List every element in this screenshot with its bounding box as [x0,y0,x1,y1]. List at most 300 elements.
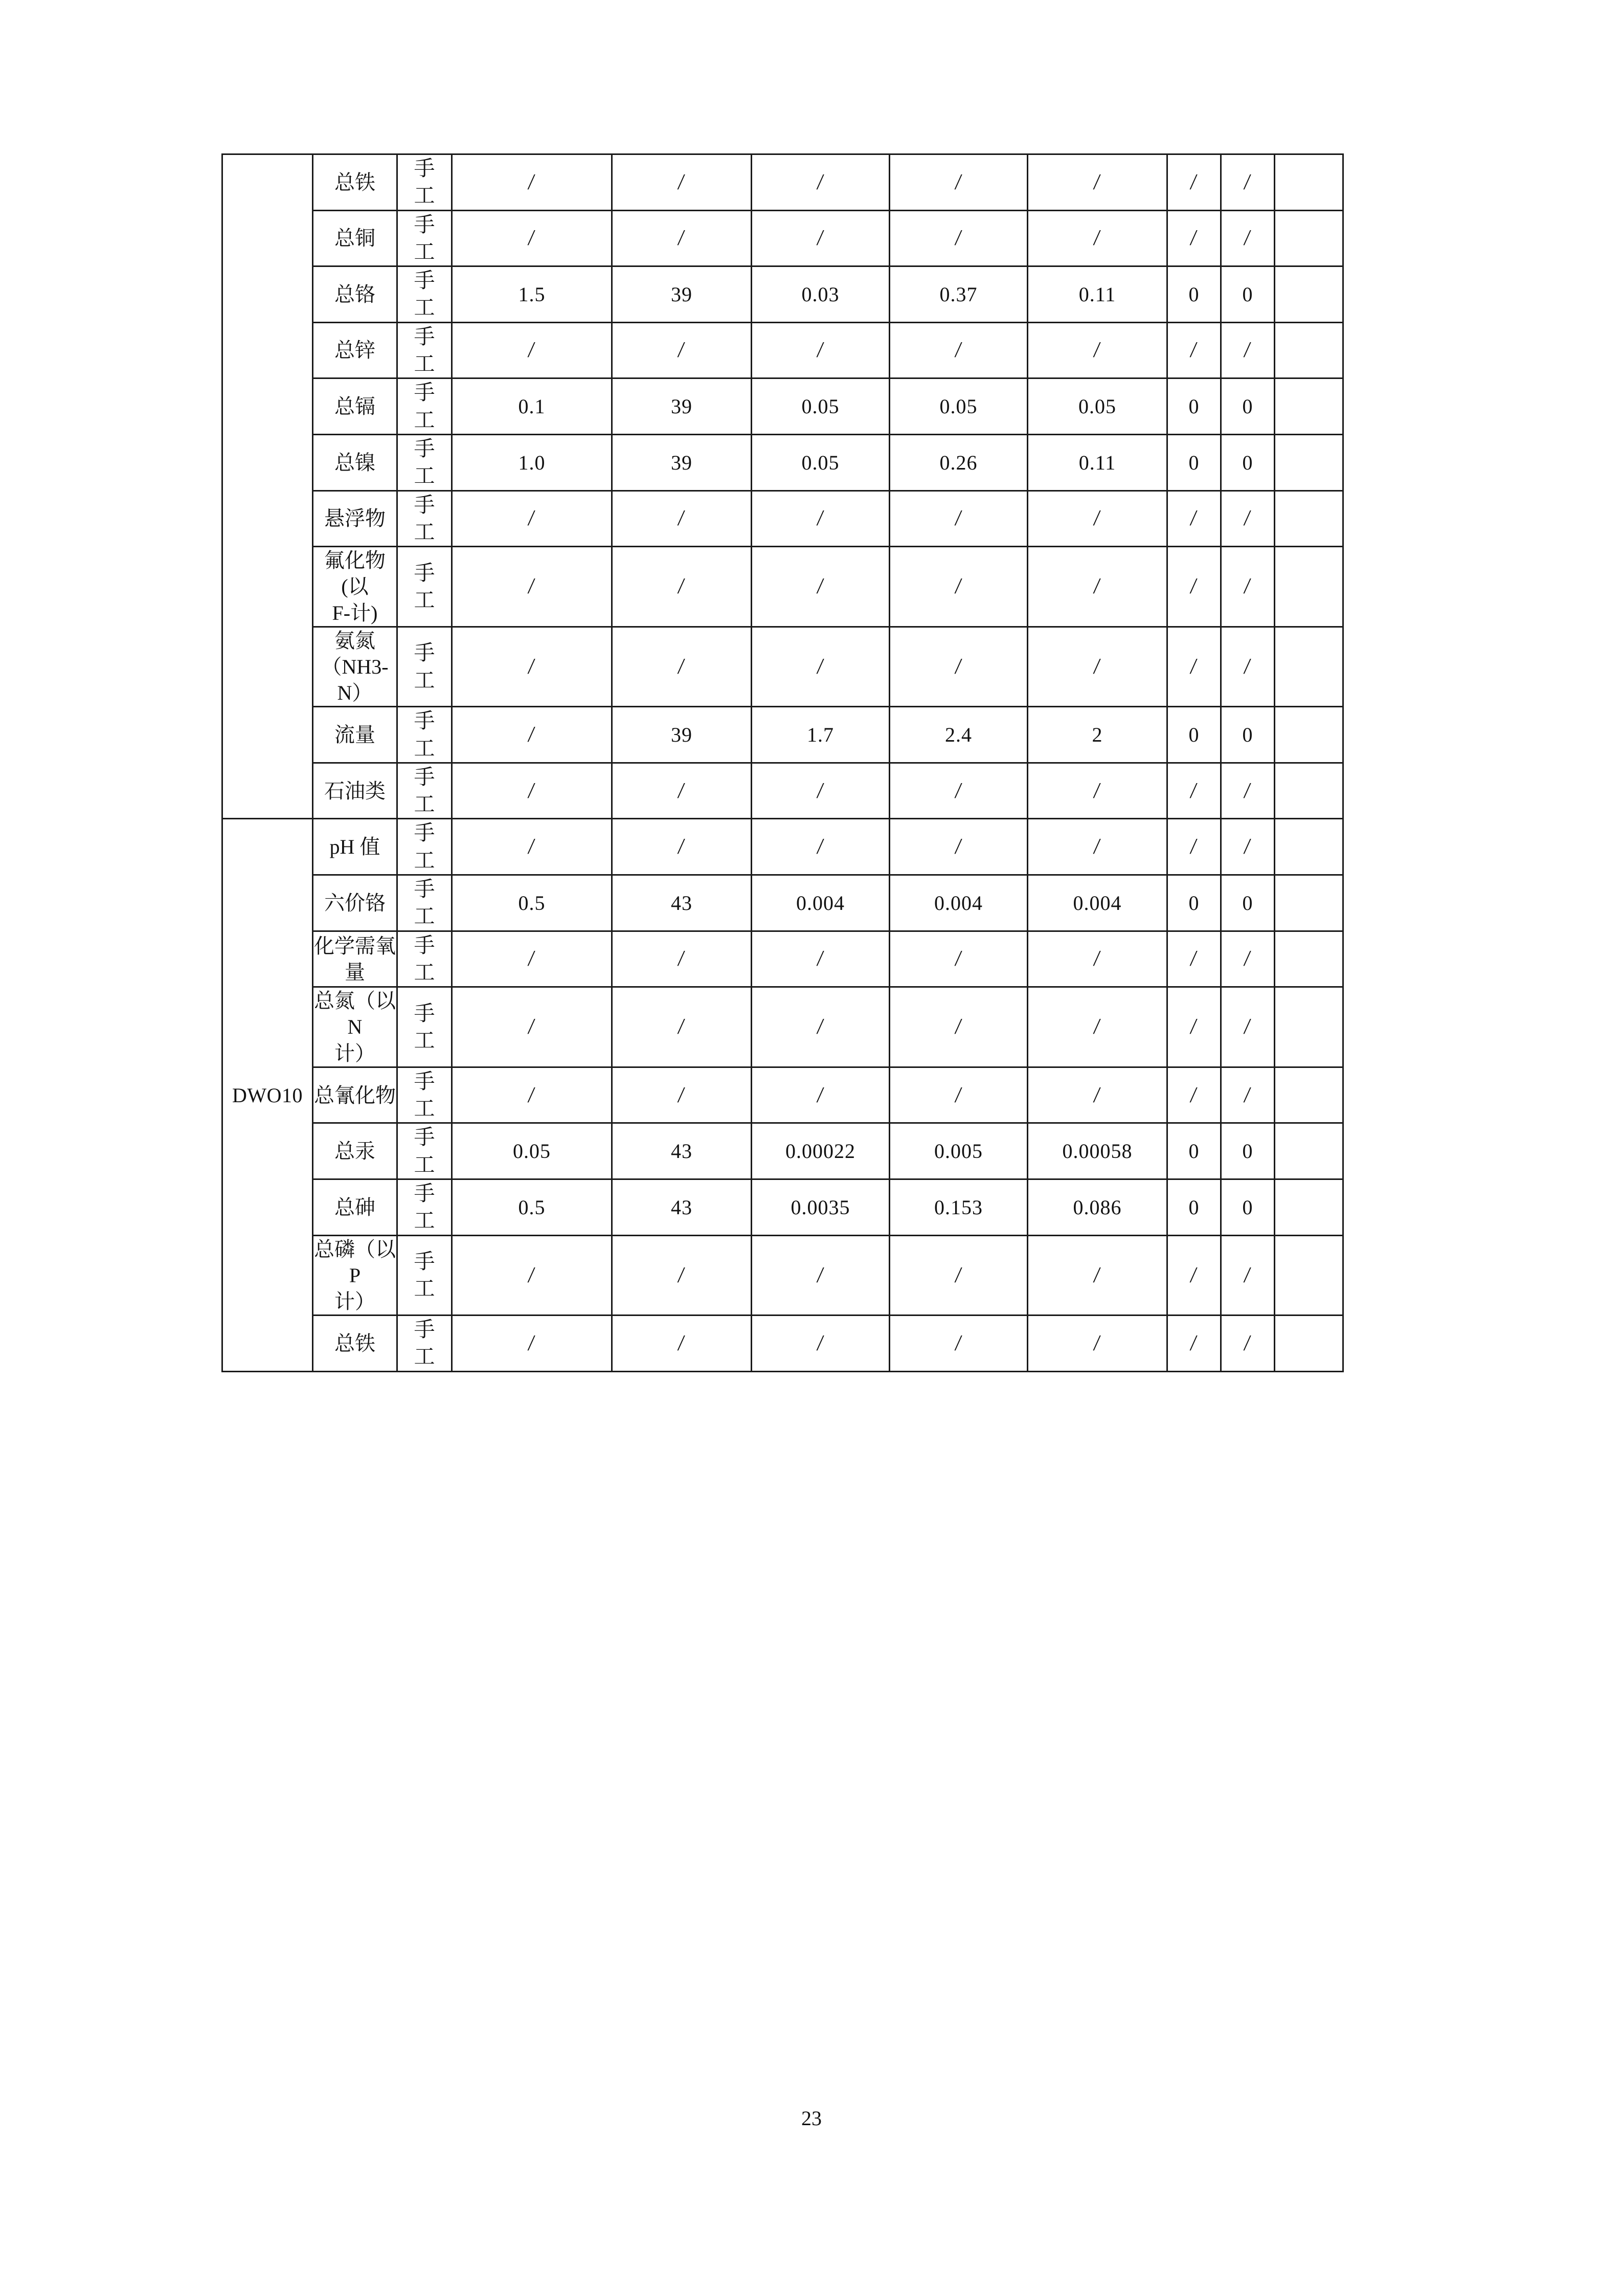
method-char: 工 [414,1209,435,1233]
value-cell [612,154,752,211]
value-cell: 1.7 [752,707,890,763]
not-applicable-slash: / [527,169,537,194]
not-applicable-slash: / [816,169,825,194]
value-cell [452,1316,612,1372]
value-cell: 0 [1221,875,1275,931]
parameter-name-line: 悬浮物 [324,507,386,530]
value-cell: 0 [1167,266,1221,323]
trailing-empty-cell [1275,154,1343,211]
value-cell [1221,547,1275,627]
outlet-group-label [222,154,313,819]
table-row [222,547,1343,627]
value-cell: 0 [1167,1123,1221,1179]
method-char: 手 [414,1125,435,1149]
not-applicable-slash: / [677,946,687,971]
not-applicable-slash: / [954,1330,963,1355]
value-cell [1221,627,1275,707]
value-cell [1221,819,1275,875]
not-applicable-slash: / [954,225,963,251]
not-applicable-slash: / [677,834,687,859]
not-applicable-slash: / [1092,946,1102,971]
value-cell [452,210,612,266]
trailing-empty-cell [1275,987,1343,1067]
not-applicable-slash: / [527,777,537,803]
parameter-name-cell [313,210,397,266]
value-cell: 0.005 [890,1123,1028,1179]
table-body [222,154,1343,1372]
method-char: 手 [414,561,435,585]
table-row [222,875,1343,931]
value-cell [752,987,890,1067]
measurement-method-cell [397,987,452,1067]
value-cell [452,627,612,707]
value-cell [1221,154,1275,211]
method-char: 手 [414,1182,435,1205]
not-applicable-slash: / [677,1082,687,1107]
not-applicable-slash: / [1243,225,1253,251]
not-applicable-slash: / [816,225,825,251]
value-cell: 0.37 [890,266,1028,323]
parameter-name-cell [313,322,397,378]
value-cell: 39 [612,378,752,435]
table-row [222,987,1343,1067]
value-cell: 0.153 [890,1179,1028,1236]
measurement-method-cell [397,154,452,211]
value-cell [890,627,1028,707]
value-cell: 0 [1221,707,1275,763]
value-cell [1221,931,1275,987]
value-cell [1028,931,1167,987]
value-cell: 0.05 [452,1123,612,1179]
value-cell [1167,210,1221,266]
not-applicable-slash: / [1243,1262,1253,1287]
table-row [222,266,1343,323]
value-cell [452,707,612,763]
not-applicable-slash: / [677,1262,687,1287]
not-applicable-slash: / [1243,337,1253,363]
method-char: 工 [414,1029,435,1053]
parameter-name-line: F-计) [332,601,378,625]
not-applicable-slash: / [527,505,537,531]
value-cell [890,491,1028,547]
method-vertical-text [398,819,451,874]
trailing-empty-cell [1275,875,1343,931]
not-applicable-slash: / [527,834,537,859]
value-cell [1167,1067,1221,1123]
value-cell [1167,1235,1221,1316]
not-applicable-slash: / [816,1330,825,1355]
not-applicable-slash: / [816,777,825,803]
not-applicable-slash: / [954,834,963,859]
not-applicable-slash: / [954,1262,963,1287]
parameter-name-cell [313,707,397,763]
value-cell [890,1067,1028,1123]
value-cell: 0.5 [452,875,612,931]
value-cell [752,1067,890,1123]
trailing-empty-cell [1275,491,1343,547]
trailing-empty-cell [1275,378,1343,435]
measurement-method-cell [397,931,452,987]
outlet-group-label: DWO10 [222,819,313,1371]
table-row [222,491,1343,547]
not-applicable-slash: / [1243,1330,1253,1355]
value-cell: 0.004 [890,875,1028,931]
table-row [222,1067,1343,1123]
method-char: 工 [414,960,435,984]
value-cell [890,1235,1028,1316]
parameter-name-cell [313,987,397,1067]
method-vertical-text [398,1068,451,1123]
table-row [222,819,1343,875]
not-applicable-slash: / [816,834,825,859]
value-cell [752,931,890,987]
method-char: 工 [414,1097,435,1121]
measurement-method-cell [397,763,452,819]
method-char: 工 [414,792,435,816]
parameter-name-line: 氟化物(以 [324,549,386,598]
value-cell: 0 [1167,875,1221,931]
parameter-name-line: 计） [334,1041,375,1065]
value-cell [1028,547,1167,627]
not-applicable-slash: / [527,337,537,363]
parameter-name-line: 总铜 [334,227,375,250]
parameter-name-cell [313,266,397,323]
not-applicable-slash: / [677,505,687,531]
method-vertical-text [398,639,451,694]
not-applicable-slash: / [1243,834,1253,859]
method-char: 手 [414,821,435,845]
value-cell: 0.004 [752,875,890,931]
value-cell [890,547,1028,627]
value-cell [1167,627,1221,707]
value-cell [1028,1235,1167,1316]
not-applicable-slash: / [1243,573,1253,599]
value-cell: 0.004 [1028,875,1167,931]
not-applicable-slash: / [954,505,963,531]
parameter-name-line: 流量 [334,723,375,746]
parameter-name-line: 总氮（以 N [314,989,396,1039]
table-row [222,1179,1343,1236]
value-cell [752,210,890,266]
not-applicable-slash: / [527,225,537,251]
trailing-empty-cell [1275,1235,1343,1316]
not-applicable-slash: / [816,505,825,531]
method-char: 手 [414,157,435,180]
value-cell: 0.05 [752,378,890,435]
parameter-name-line: 六价铬 [324,891,386,915]
not-applicable-slash: / [1189,337,1199,363]
value-cell [612,1235,752,1316]
value-cell: 2 [1028,707,1167,763]
value-cell: 0 [1167,434,1221,491]
value-cell [1167,322,1221,378]
value-cell [890,322,1028,378]
method-char: 工 [414,1345,435,1369]
value-cell: 0.05 [890,378,1028,435]
parameter-name-cell [313,1179,397,1236]
method-vertical-text [398,876,451,930]
parameter-name-cell [313,875,397,931]
method-char: 手 [414,212,435,236]
value-cell: 43 [612,1123,752,1179]
not-applicable-slash: / [677,1014,687,1039]
method-char: 工 [414,239,435,263]
measurement-method-cell [397,1123,452,1179]
value-cell [752,322,890,378]
measurement-method-cell [397,627,452,707]
value-cell [1221,987,1275,1067]
trailing-empty-cell [1275,266,1343,323]
parameter-name-line: （NH3-N） [321,655,389,705]
value-cell [890,819,1028,875]
table-row [222,931,1343,987]
method-vertical-text [398,492,451,546]
not-applicable-slash: / [1189,777,1199,803]
value-cell [1028,987,1167,1067]
value-cell [1221,322,1275,378]
method-char: 工 [414,296,435,320]
value-cell [1167,819,1221,875]
value-cell: 1.0 [452,434,612,491]
method-char: 工 [414,668,435,692]
parameter-name-line: 总镍 [334,451,375,474]
value-cell [612,1067,752,1123]
not-applicable-slash: / [1092,1014,1102,1039]
parameter-name-line: 总磷（以 P [314,1237,396,1287]
value-cell [890,763,1028,819]
value-cell [452,491,612,547]
parameter-name-line: 化学需氧 [314,934,396,957]
parameter-name-cell [313,378,397,435]
trailing-empty-cell [1275,1179,1343,1236]
parameter-name-line: 石油类 [324,779,386,803]
not-applicable-slash: / [1189,505,1199,531]
value-cell: 0.05 [752,434,890,491]
measurement-method-cell [397,322,452,378]
value-cell: 43 [612,1179,752,1236]
parameter-name-cell [313,627,397,707]
value-cell [1167,931,1221,987]
value-cell: 0.5 [452,1179,612,1236]
method-char: 手 [414,1069,435,1093]
not-applicable-slash: / [1092,337,1102,363]
method-vertical-text [398,323,451,378]
not-applicable-slash: / [1243,1082,1253,1107]
parameter-name-cell [313,763,397,819]
value-cell [752,763,890,819]
value-cell [890,931,1028,987]
not-applicable-slash: / [1092,653,1102,679]
parameter-name-line: 计） [334,1289,375,1313]
value-cell [452,987,612,1067]
not-applicable-slash: / [1092,777,1102,803]
method-vertical-text [398,1180,451,1235]
method-char: 手 [414,493,435,517]
method-vertical-text [398,764,451,818]
method-char: 工 [414,848,435,872]
not-applicable-slash: / [1189,1330,1199,1355]
value-cell: 39 [612,266,752,323]
value-cell [752,627,890,707]
parameter-name-line: 总镉 [334,395,375,418]
value-cell [752,547,890,627]
value-cell: 0.00058 [1028,1123,1167,1179]
table-row [222,210,1343,266]
method-vertical-text [398,211,451,266]
not-applicable-slash: / [527,1330,537,1355]
table-row [222,154,1343,211]
parameter-name-line: 总铁 [334,170,375,194]
value-cell [452,547,612,627]
method-vertical-text [398,560,451,614]
trailing-empty-cell [1275,819,1343,875]
not-applicable-slash: / [816,573,825,599]
not-applicable-slash: / [816,1082,825,1107]
page-number: 23 [801,2107,822,2130]
value-cell [1221,1067,1275,1123]
method-char: 工 [414,352,435,376]
method-vertical-text [398,379,451,434]
not-applicable-slash: / [1189,1262,1199,1287]
table-row [222,763,1343,819]
value-cell [752,154,890,211]
value-cell [452,763,612,819]
value-cell: 0.26 [890,434,1028,491]
measurement-method-cell [397,707,452,763]
not-applicable-slash: / [1243,946,1253,971]
method-char: 手 [414,1318,435,1342]
measurement-method-cell [397,1316,452,1372]
method-char: 工 [414,408,435,432]
not-applicable-slash: / [1092,1330,1102,1355]
value-cell [752,1235,890,1316]
not-applicable-slash: / [1189,653,1199,679]
pollutant-data-table-wrapper [221,153,1291,1372]
value-cell [890,154,1028,211]
not-applicable-slash: / [1092,834,1102,859]
table-row [222,707,1343,763]
value-cell [1028,1316,1167,1372]
value-cell: 0 [1221,378,1275,435]
not-applicable-slash: / [677,225,687,251]
method-char: 手 [414,1001,435,1025]
value-cell [612,322,752,378]
method-char: 手 [414,933,435,957]
measurement-method-cell [397,1179,452,1236]
value-cell [1028,627,1167,707]
not-applicable-slash: / [527,721,537,747]
not-applicable-slash: / [677,573,687,599]
value-cell [452,154,612,211]
method-char: 手 [414,381,435,405]
measurement-method-cell [397,547,452,627]
value-cell [612,547,752,627]
not-applicable-slash: / [1243,777,1253,803]
not-applicable-slash: / [1189,225,1199,251]
value-cell: 39 [612,707,752,763]
not-applicable-slash: / [1243,505,1253,531]
not-applicable-slash: / [1243,1014,1253,1039]
value-cell: 0.11 [1028,434,1167,491]
value-cell [1028,491,1167,547]
value-cell: 0 [1167,1179,1221,1236]
not-applicable-slash: / [677,169,687,194]
not-applicable-slash: / [954,1014,963,1039]
parameter-name-cell [313,1316,397,1372]
table-row [222,434,1343,491]
measurement-method-cell [397,875,452,931]
parameter-name-cell [313,1123,397,1179]
method-vertical-text [398,707,451,762]
value-cell: 0.086 [1028,1179,1167,1236]
value-cell: 0 [1167,378,1221,435]
not-applicable-slash: / [677,777,687,803]
table-row [222,378,1343,435]
method-char: 手 [414,877,435,901]
method-vertical-text [398,155,451,210]
not-applicable-slash: / [1092,1082,1102,1107]
parameter-name-line: 氨氮 [334,629,375,652]
method-char: 手 [414,324,435,348]
parameter-name-line: pH 值 [329,835,380,859]
parameter-name-cell [313,547,397,627]
value-cell [1028,322,1167,378]
not-applicable-slash: / [1189,946,1199,971]
parameter-name-cell [313,154,397,211]
value-cell [1167,491,1221,547]
method-char: 手 [414,765,435,789]
value-cell [1167,1316,1221,1372]
parameter-name-line: 总氰化物 [314,1083,396,1107]
parameter-name-line: 总汞 [334,1140,375,1163]
value-cell [452,931,612,987]
not-applicable-slash: / [954,573,963,599]
trailing-empty-cell [1275,210,1343,266]
measurement-method-cell [397,819,452,875]
value-cell [890,1316,1028,1372]
not-applicable-slash: / [677,1330,687,1355]
value-cell: 0.05 [1028,378,1167,435]
value-cell [452,1067,612,1123]
value-cell [752,819,890,875]
not-applicable-slash: / [1189,573,1199,599]
value-cell [452,1235,612,1316]
not-applicable-slash: / [1092,1262,1102,1287]
not-applicable-slash: / [954,337,963,363]
method-char: 工 [414,736,435,760]
value-cell: 2.4 [890,707,1028,763]
measurement-method-cell [397,491,452,547]
method-vertical-text [398,1000,451,1055]
table-row [222,1316,1343,1372]
parameter-name-line: 总铬 [334,282,375,306]
not-applicable-slash: / [816,337,825,363]
method-char: 工 [414,904,435,928]
value-cell [1167,154,1221,211]
value-cell [1028,1067,1167,1123]
value-cell [1221,1235,1275,1316]
value-cell [890,210,1028,266]
method-char: 工 [414,1152,435,1176]
value-cell [612,819,752,875]
not-applicable-slash: / [954,653,963,679]
value-cell [1028,210,1167,266]
table-row [222,322,1343,378]
value-cell [612,987,752,1067]
parameter-name-cell [313,931,397,987]
value-cell: 0.00022 [752,1123,890,1179]
method-char: 工 [414,464,435,488]
